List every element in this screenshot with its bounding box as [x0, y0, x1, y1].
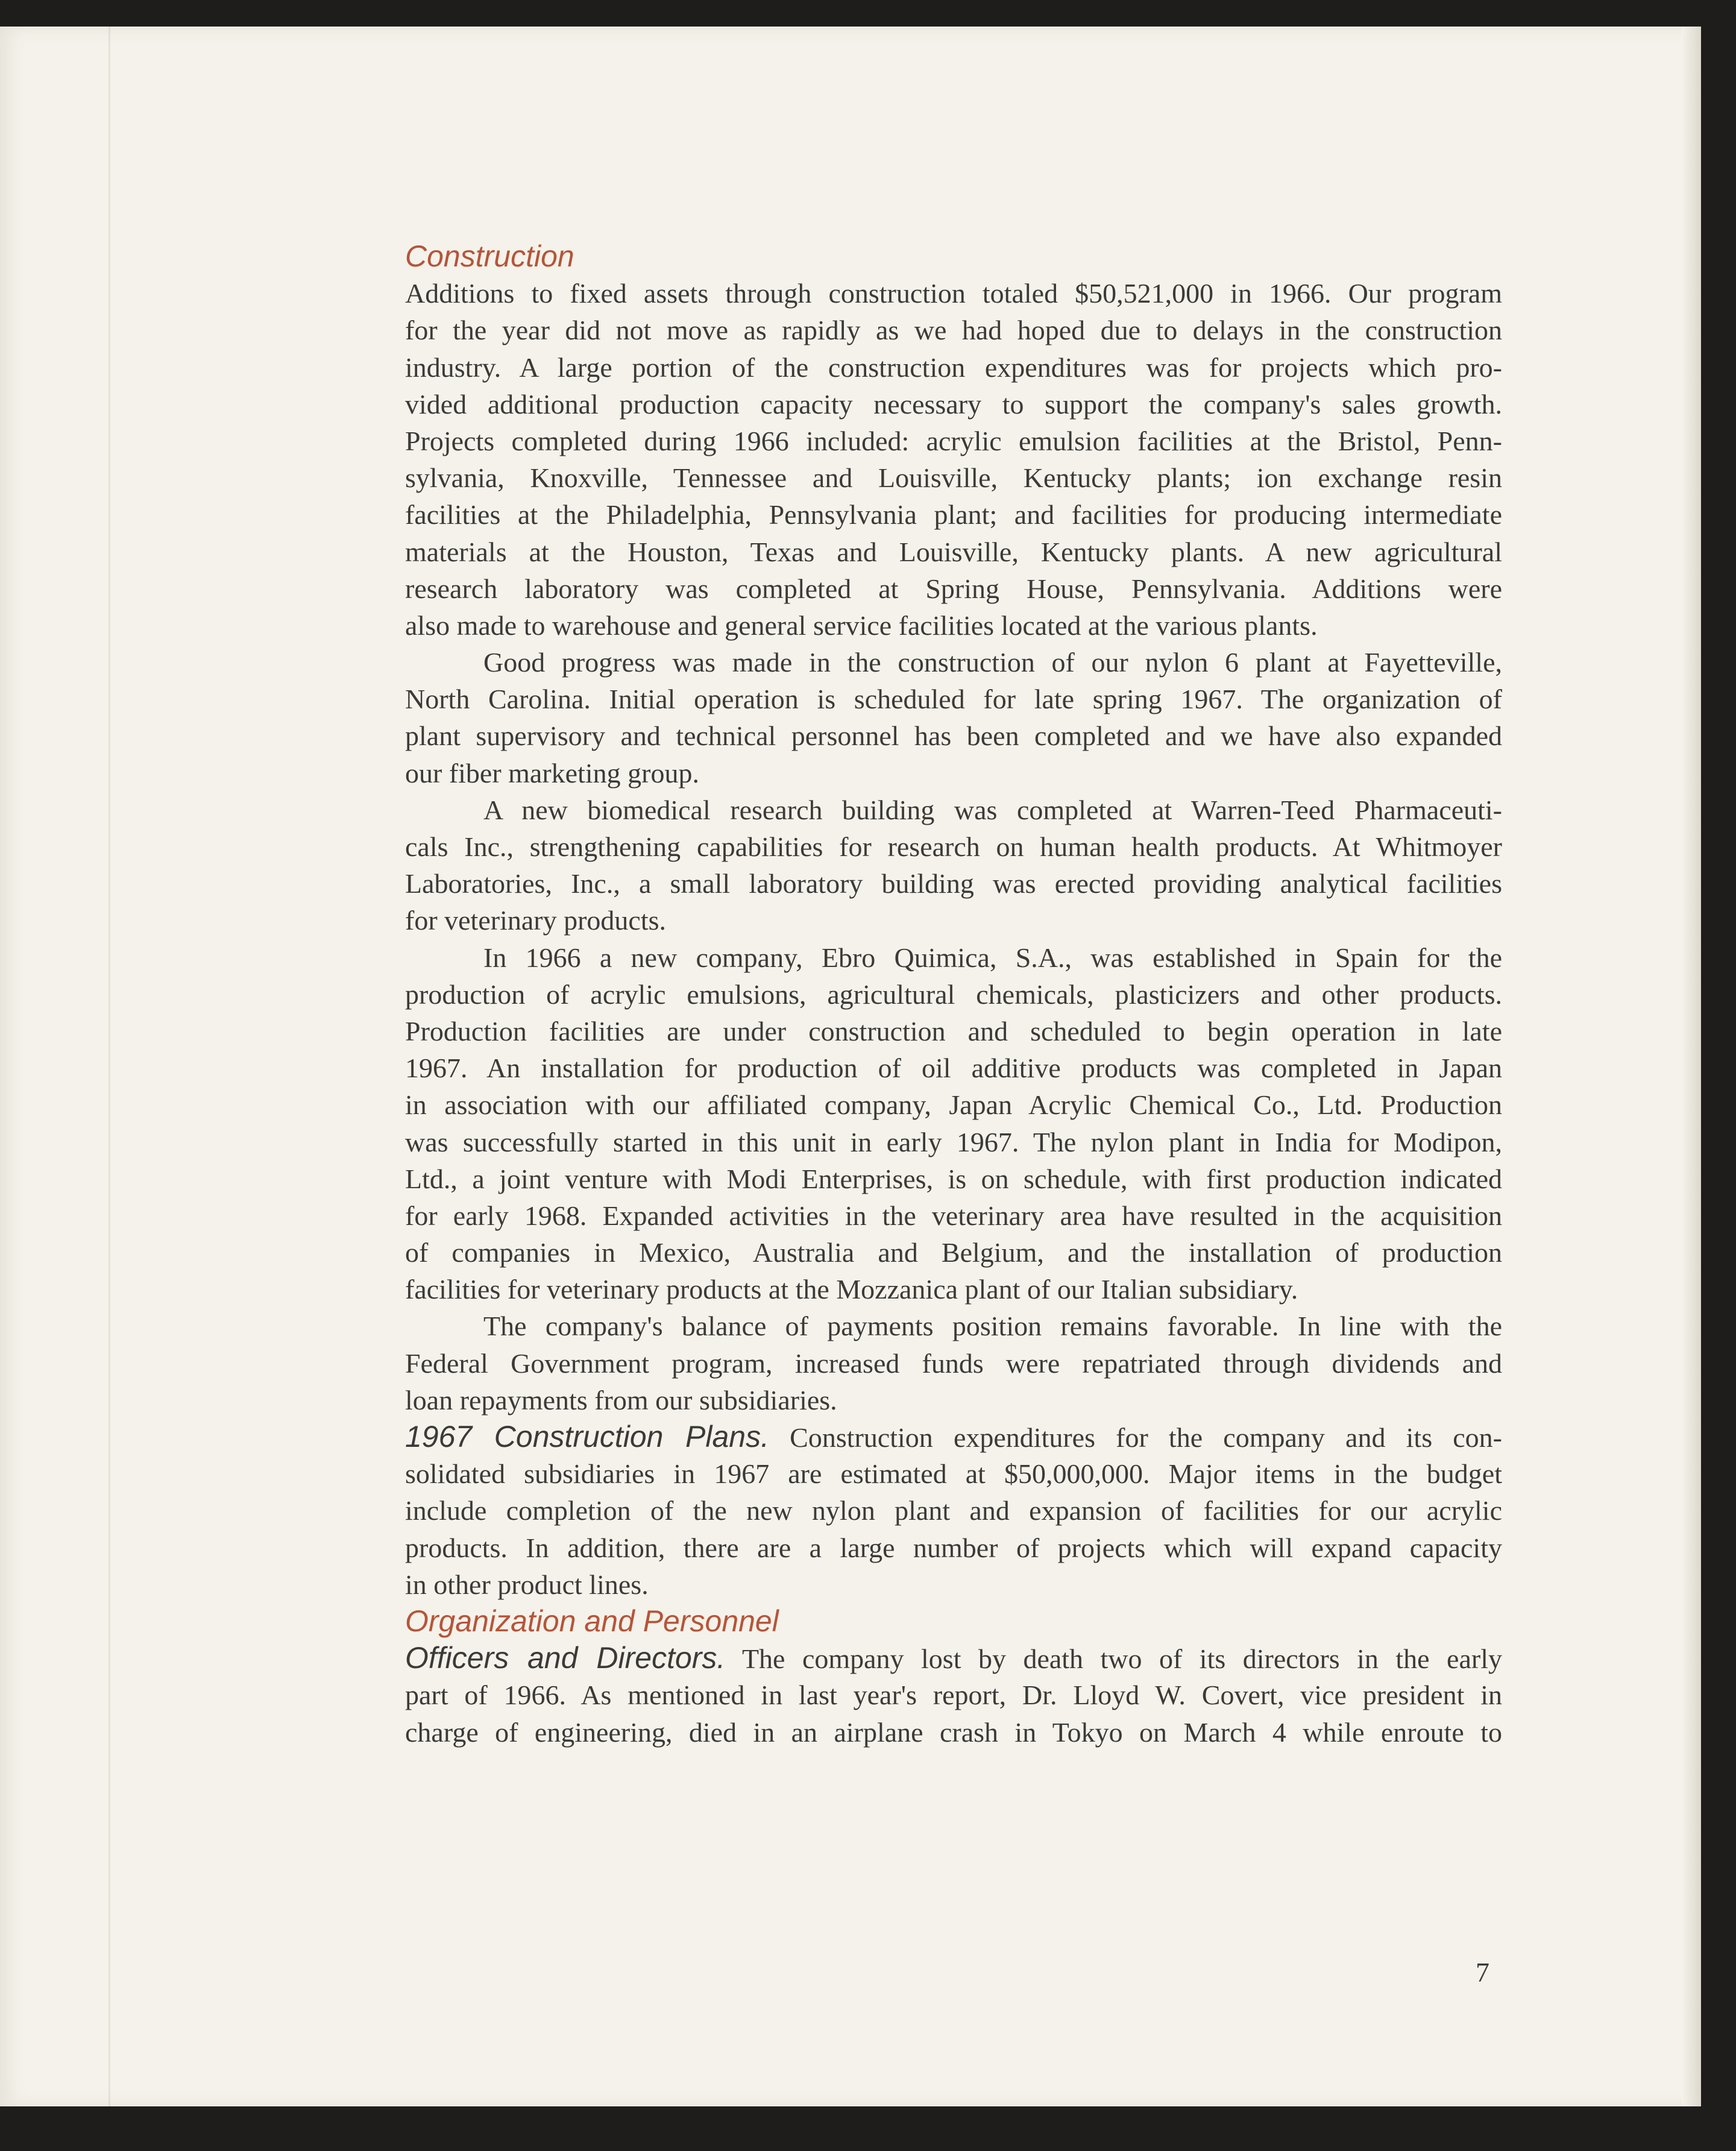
text-line	[405, 976, 1502, 1013]
line-text: solidated subsidiaries in 1967 are estimated at $50,000,000. Major items in the budget	[405, 1458, 1502, 1490]
paragraph	[405, 1640, 1502, 1751]
line-text: materials at the Houston, Texas and Louisville, Kentucky plants. A new agricultural	[405, 536, 1502, 567]
text-line	[405, 607, 1502, 644]
text-line	[405, 1050, 1502, 1086]
line-text: charge of engineering, died in an airplane crash in Tokyo on March 4 while enroute to	[405, 1716, 1502, 1748]
paragraph	[405, 275, 1502, 644]
text-line	[405, 717, 1502, 754]
line-text: for early 1968. Expanded activities in the veterinary area have resulted in the acquisition	[405, 1200, 1502, 1231]
text-line	[405, 1714, 1502, 1751]
text-line	[405, 386, 1502, 423]
page-number: 7	[1476, 1957, 1489, 1988]
text-line	[405, 1677, 1502, 1713]
line-text: research laboratory was completed at Spring House, Pennsylvania. Additions were	[405, 573, 1502, 604]
text-line	[405, 570, 1502, 607]
text-line	[405, 423, 1502, 459]
line-text: include completion of the new nylon plant and expansion of facilities for our acrylic	[405, 1495, 1502, 1526]
text-line	[405, 1197, 1502, 1234]
line-text: cals Inc., strengthening capabilities for research on human health products. At Whitmoyer	[405, 831, 1502, 862]
text-line	[405, 865, 1502, 902]
text-line	[405, 1086, 1502, 1123]
text-line	[405, 902, 1502, 939]
line-text: for veterinary products.	[405, 905, 667, 936]
text-line	[405, 349, 1502, 386]
line-text: Construction expenditures for the company and its con-	[769, 1422, 1502, 1453]
text-line	[405, 1161, 1502, 1197]
body-text	[405, 238, 1502, 1751]
section-heading: Organization and Personnel	[405, 1604, 779, 1638]
text-line	[405, 534, 1502, 570]
text-line	[405, 1234, 1502, 1271]
line-text: North Carolina. Initial operation is scheduled for late spring 1967. The organization of	[405, 684, 1502, 715]
line-text: sylvania, Knoxville, Tennessee and Louisville, Kentucky plants; ion exchange resin	[405, 462, 1502, 494]
line-text: In 1966 a new company, Ebro Quimica, S.A., was established in Spain for the	[483, 942, 1502, 973]
text-line	[405, 755, 1502, 792]
text-line	[405, 1640, 1502, 1677]
paragraph	[405, 1419, 1502, 1603]
line-text: our fiber marketing group.	[405, 757, 699, 789]
paragraph	[405, 792, 1502, 939]
text-line	[405, 644, 1502, 681]
text-line	[405, 1013, 1502, 1050]
line-text: part of 1966. As mentioned in last year's report, Dr. Lloyd W. Covert, vice president in	[405, 1680, 1502, 1711]
line-text: was successfully started in this unit in early 1967. The nylon plant in India for Modipon,	[405, 1126, 1502, 1157]
text-line	[405, 1419, 1502, 1455]
text-line	[405, 1124, 1502, 1161]
line-text: Production facilities are under construction and scheduled to begin operation in late	[405, 1015, 1502, 1047]
line-text: of companies in Mexico, Australia and Belgium, and the installation of production	[405, 1237, 1502, 1268]
text-line	[405, 1382, 1502, 1419]
run-in-heading: Officers and Directors.	[405, 1641, 726, 1675]
paragraph	[405, 1308, 1502, 1419]
line-text: production of acrylic emulsions, agricultural chemicals, plasticizers and other products.	[405, 978, 1502, 1010]
text-line	[405, 939, 1502, 976]
text-line	[405, 792, 1502, 828]
line-text: The company's balance of payments position remains favorable. In line with the	[483, 1311, 1502, 1342]
line-text: also made to warehouse and general service facilities located at the various plants.	[405, 609, 1318, 641]
text-line	[405, 1492, 1502, 1529]
line-text: The company lost by death two of its directors in the early	[725, 1643, 1502, 1675]
text-line	[405, 496, 1502, 533]
line-text: for the year did not move as rapidly as we had hoped due to delays in the construction	[405, 315, 1502, 346]
section-heading: Construction	[405, 239, 574, 273]
text-line	[405, 312, 1502, 348]
text-line	[405, 1345, 1502, 1382]
line-text: Laboratories, Inc., a small laboratory building was erected providing analytical facilities	[405, 868, 1502, 899]
line-text: vided additional production capacity necessary to support the company's sales growth.	[405, 388, 1502, 420]
text-line	[405, 1308, 1502, 1344]
text-line	[405, 1271, 1502, 1308]
text-line	[405, 828, 1502, 865]
paragraph	[405, 939, 1502, 1308]
line-text: facilities at the Philadelphia, Pennsylvania plant; and facilities for producing intermediate	[405, 499, 1502, 531]
line-text: Good progress was made in the construction of our nylon 6 plant at Fayetteville,	[483, 647, 1502, 678]
line-text: A new biomedical research building was completed at Warren-Teed Pharmaceuti-	[483, 794, 1502, 825]
line-text: Additions to fixed assets through construction totaled $50,521,000 in 1966. Our program	[405, 278, 1502, 309]
line-text: in other product lines.	[405, 1569, 649, 1600]
run-in-heading: 1967 Construction Plans.	[405, 1420, 769, 1453]
line-text: products. In addition, there are a large number of projects which will expand capacity	[405, 1532, 1502, 1563]
line-text: Ltd., a joint venture with Modi Enterprises, is on schedule, with first production indicated	[405, 1163, 1502, 1194]
line-text: Projects completed during 1966 included: acrylic emulsion facilities at the Bristol, Penn-	[405, 425, 1502, 456]
line-text: 1967. An installation for production of oil additive products was completed in Japan	[405, 1053, 1502, 1084]
text-line	[405, 459, 1502, 496]
line-text: industry. A large portion of the construction expenditures was for projects which pro-	[405, 351, 1502, 383]
line-text: plant supervisory and technical personnel has been completed and we have also expanded	[405, 720, 1502, 752]
text-line	[405, 681, 1502, 717]
text-line	[405, 1455, 1502, 1492]
text-line	[405, 275, 1502, 312]
text-line	[405, 1529, 1502, 1566]
line-text: Federal Government program, increased funds were repatriated through dividends and	[405, 1347, 1502, 1379]
paragraph	[405, 644, 1502, 792]
text-line	[405, 1566, 1502, 1603]
line-text: in association with our affiliated company, Japan Acrylic Chemical Co., Ltd. Production	[405, 1089, 1502, 1121]
line-text: facilities for veterinary products at the Mozzanica plant of our Italian subsidiary.	[405, 1274, 1298, 1305]
page-edge	[1682, 27, 1701, 2106]
line-text: loan repayments from our subsidiaries.	[405, 1384, 837, 1416]
binding-gutter	[108, 27, 110, 2106]
